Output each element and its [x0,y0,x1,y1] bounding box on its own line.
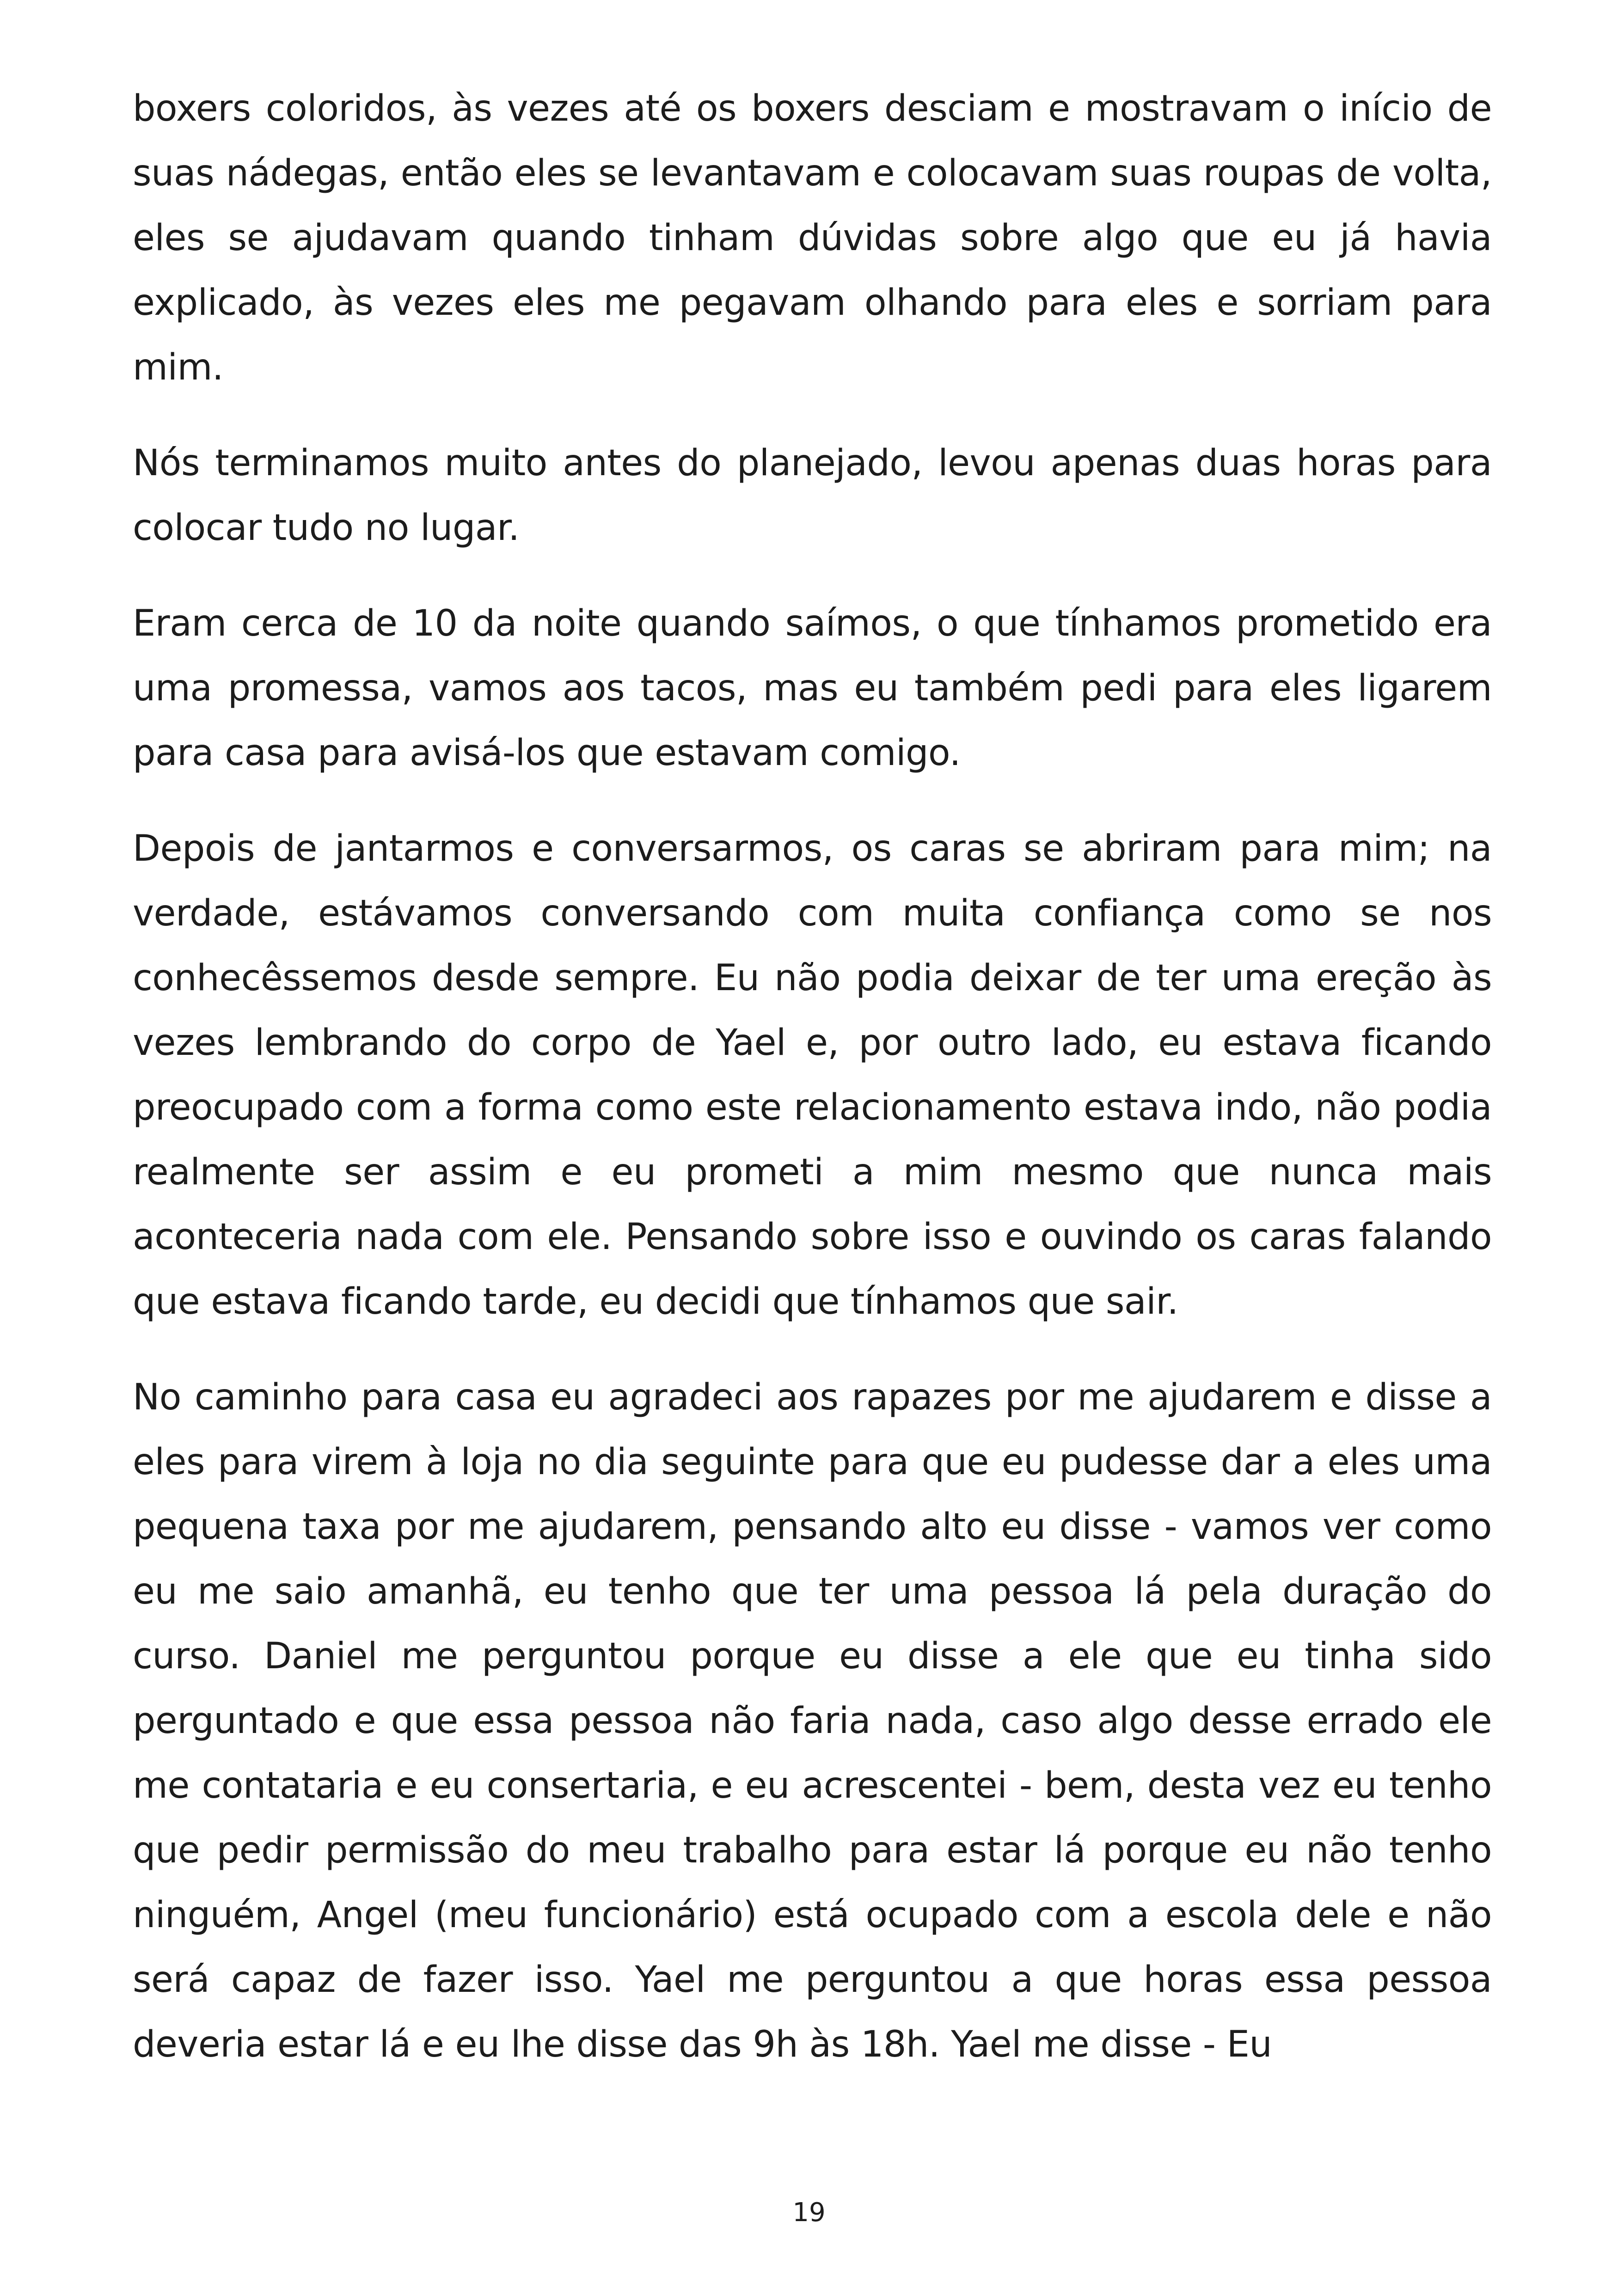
paragraph-4: Depois de jantarmos e conversarmos, os caras se abriram para mim; na verdade, estávamos conversando com muita confiança como se nos conhecêssemos desde sempre. Eu não podia deixar de ter uma ereção às vezes lembrando do corpo de Yael e, por outro lado, eu estava ficando preocupado com a forma como este relacionamento estava indo, não podia realmente ser assim e eu prometi a mim mesmo que nunca mais aconteceria nada com ele. Pensando sobre isso e ouvindo os caras falando que estava ficando tarde, eu decidi que tínhamos que sair. [133,828,1492,1322]
paragraph-3: Eram cerca de 10 da noite quando saímos, o que tínhamos prometido era uma promessa, vamos aos tacos, mas eu também pedi para eles ligarem para casa para avisá-los que estavam comigo. [133,603,1492,774]
body-text [133,76,1492,2108]
paragraph-2: Nós terminamos muito antes do planejado, levou apenas duas horas para colocar tudo no lugar. [133,442,1492,549]
paragraph-1: boxers coloridos, às vezes até os boxers desciam e mostravam o início de suas nádegas, então eles se levantavam e colocavam suas roupas de volta, eles se ajudavam quando tinham dúvidas sobre algo que eu já havia explicado, às vezes eles me pegavam olhando para eles e sorriam para mim. [133,88,1492,388]
paragraph-5: No caminho para casa eu agradeci aos rapazes por me ajudarem e disse a eles para virem à loja no dia seguinte para que eu pudesse dar a eles uma pequena taxa por me ajudarem, pensando alto eu disse - vamos ver como eu me saio amanhã, eu tenho que ter uma pessoa lá pela duração do curso. Daniel me perguntou porque eu disse a ele que eu tinha sido perguntado e que essa pessoa não faria nada, caso algo desse errado ele me contataria e eu consertaria, e eu acrescentei - bem, desta vez eu tenho que pedir permissão do meu trabalho para estar lá porque eu não tenho ninguém, Angel (meu funcionário) está ocupado com a escola dele e não será capaz de fazer isso. Yael me perguntou a que horas essa pessoa deveria estar lá e eu lhe disse das 9h às 18h. Yael me disse - Eu [133,1377,1492,2065]
page-number: 19 [792,2198,826,2228]
